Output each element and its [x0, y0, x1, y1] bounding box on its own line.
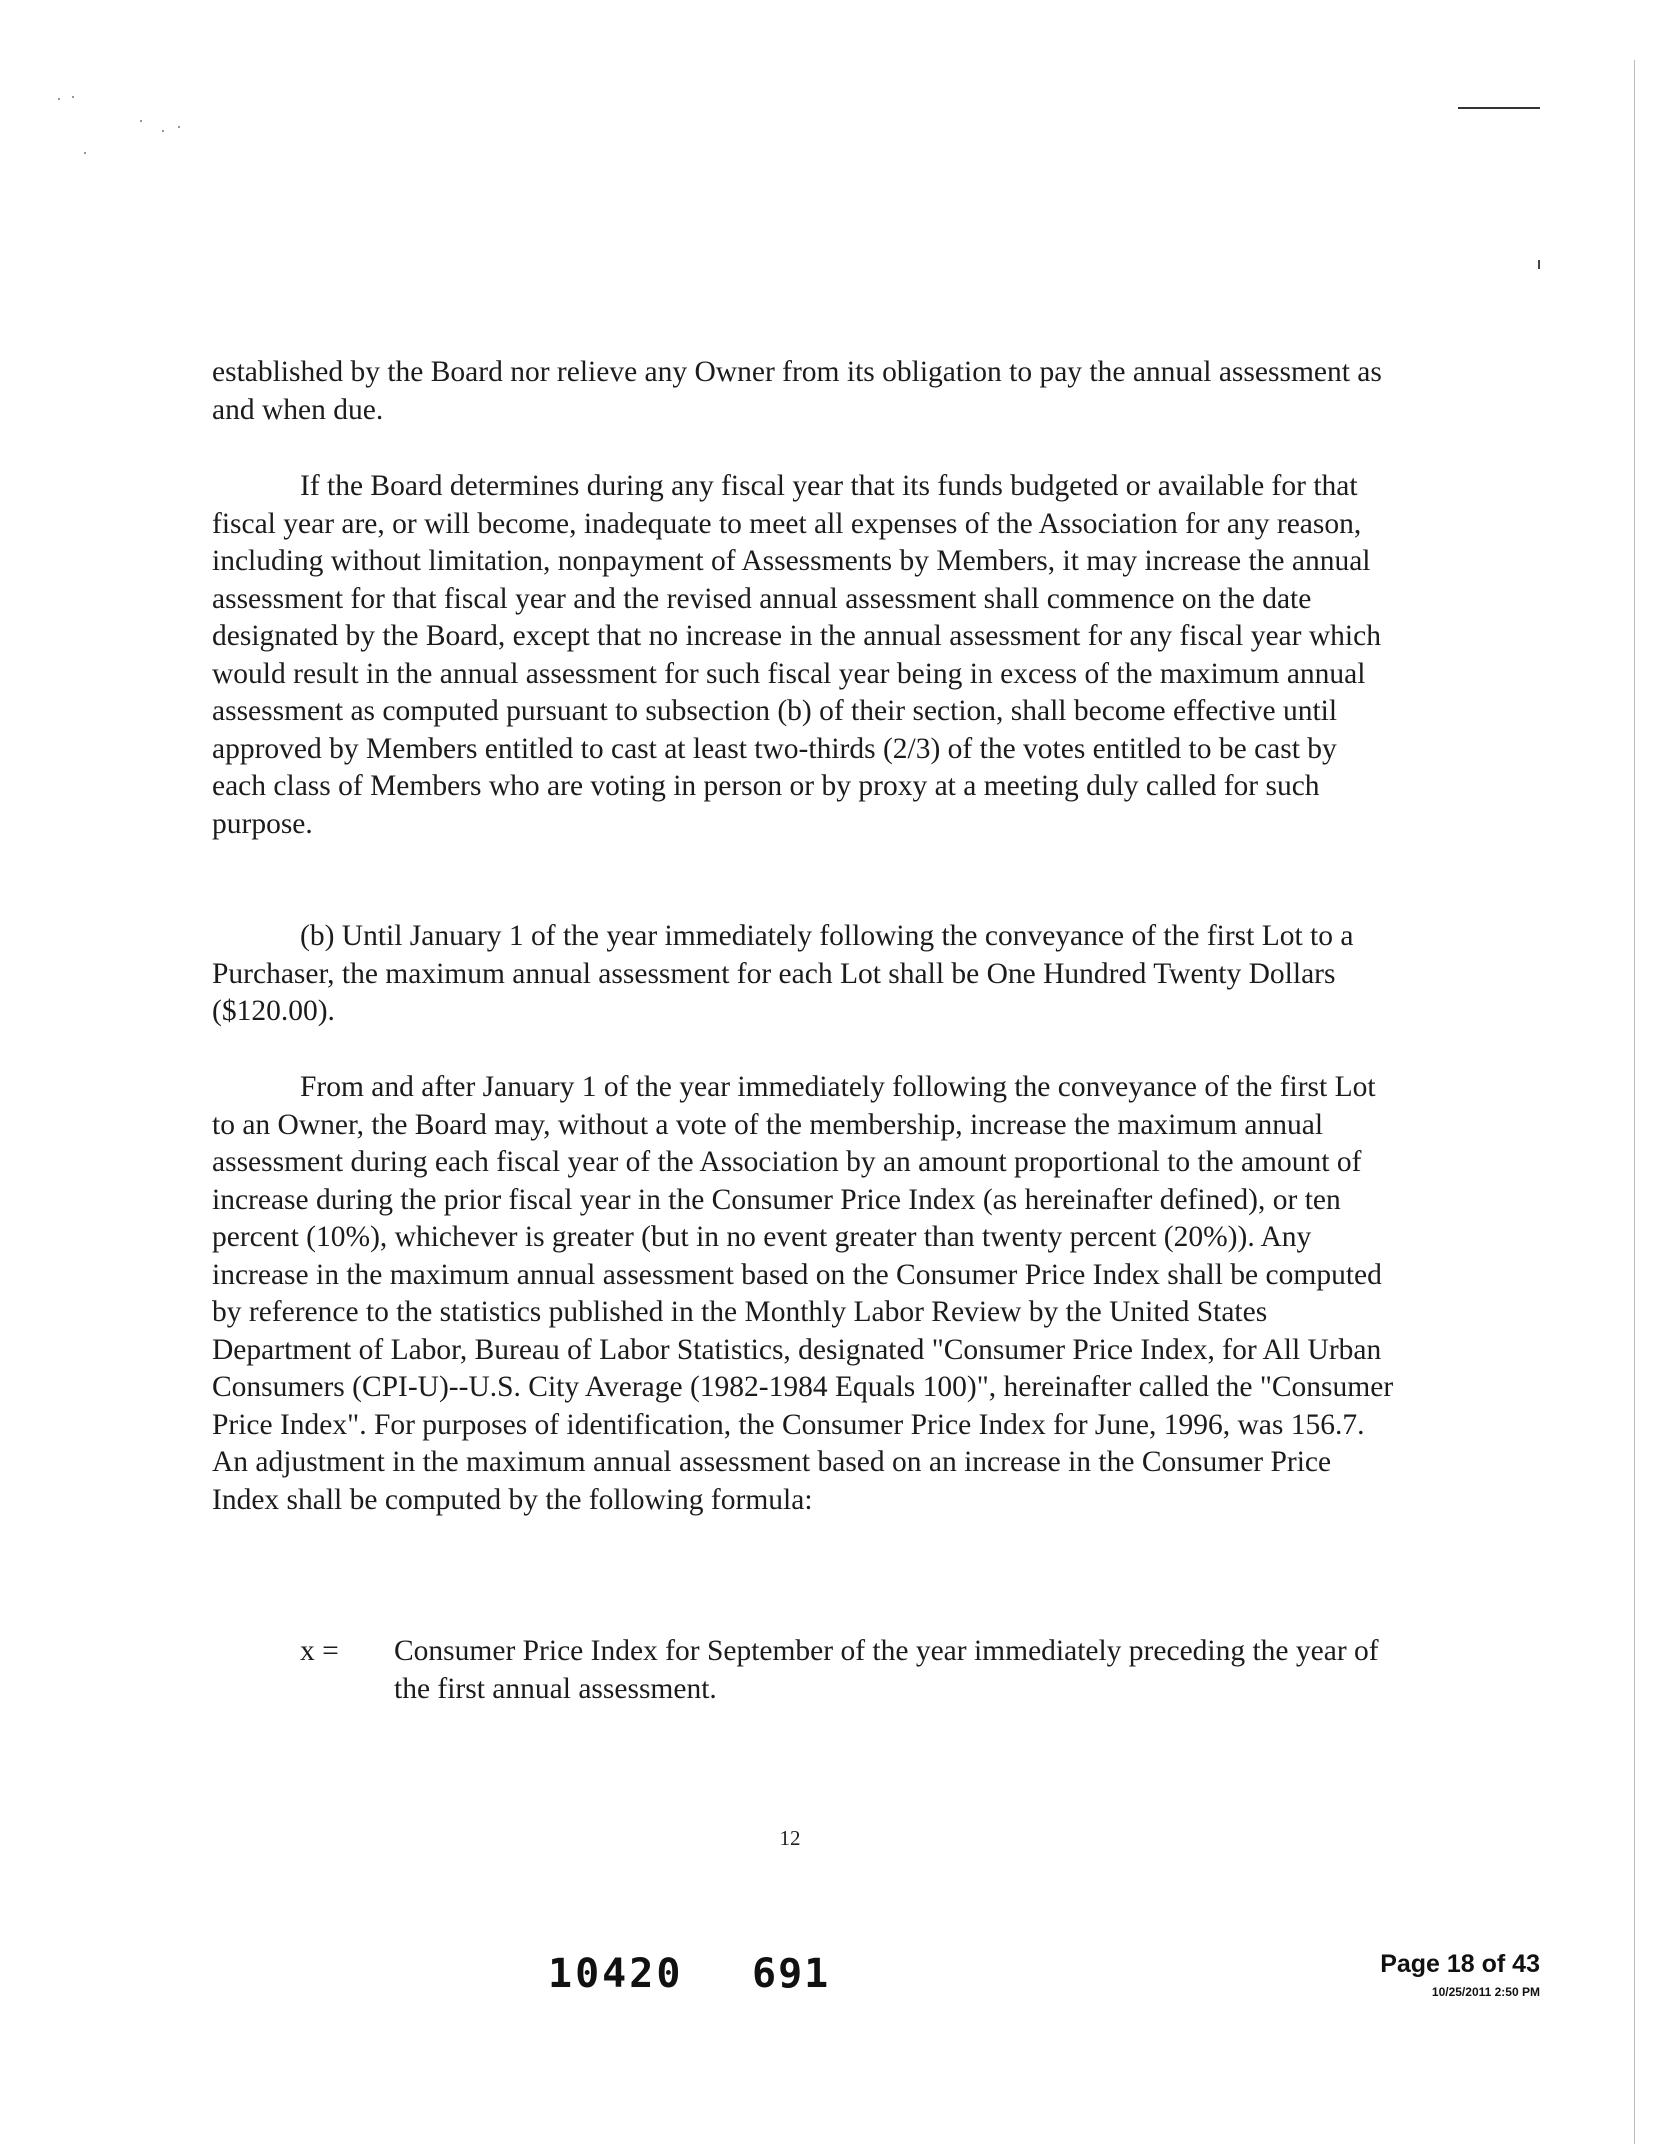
paragraph-cpi-adjustment: From and after January 1 of the year immediately following the conveyance of the first Lot to an Owner, the Board may, without a vote of the membership, increase the maximum annual assessment during each fiscal year of the Association by an amount proportional to the amount of increase during the prior fiscal year in the Consumer Price Index (as hereinafter defined), or ten percent (10%), whichever is greater (but in no event greater than twenty percent (20%)). Any increase in the maximum annual assessment based on the Consumer Price Index shall be computed by reference to the statistics published in the Monthly Labor Review by the United States Department of Labor, Bureau of Labor Statistics, designated "Consumer Price Index, for All Urban Consumers (CPI-U)--U.S. City Average (1982-1984 Equals 100)", hereinafter called the "Consumer Price Index". For purposes of identification, the Consumer Price Index for June, 1996, was 156.7. An adjustment in the maximum annual assessment based on an increase in the Consumer Price Index shall be computed by the following formula:: [212, 1071, 1394, 1516]
scan-speck: [84, 152, 86, 154]
paragraph-maximum-assessment: (b) Until January 1 of the year immediately following the conveyance of the first Lot to a Purchaser, the maximum annual assessment for each Lot shall be One Hundred Twenty Dollars ($120.00).: [212, 920, 1354, 1027]
scan-rule-mark: [1458, 107, 1540, 109]
scan-speck: [58, 98, 60, 100]
scan-speck: [162, 130, 164, 132]
footer-page-count: Page 18 of 43: [1380, 1950, 1540, 1978]
paragraph-continuation: established by the Board nor relieve any Owner from its obligation to pay the annual assessment as and when due.: [212, 356, 1382, 426]
scan-tick-mark: [1538, 260, 1540, 269]
scan-speck: [178, 126, 180, 128]
recording-page-number: 691: [752, 1951, 831, 1997]
scan-page-edge: [1634, 60, 1635, 2144]
formula-variable-definition: Consumer Price Index for September of the year immediately preceding the year of the first annual assessment.: [394, 1635, 1379, 1705]
scan-speck: [72, 96, 74, 98]
formula-definition: [300, 1633, 1400, 1708]
scan-speck: [140, 120, 142, 122]
page-number: 12: [779, 1826, 801, 1850]
footer-page-info: [1380, 1950, 1540, 1999]
formula-variable: x =: [300, 1635, 339, 1667]
footer-timestamp: 10/25/2011 2:50 PM: [1431, 1985, 1540, 1999]
paragraph-board-increase: If the Board determines during any fiscal year that its funds budgeted or available for that fiscal year are, or will become, inadequate to meet all expenses of the Association for any reason, including without limitation, nonpayment of Assessments by Members, it may increase the annual assessment for that fiscal year and the revised annual assessment shall commence on the date designated by the Board, except that no increase in the annual assessment for any fiscal year which would result in the annual assessment for such fiscal year being in excess of the maximum annual assessment as computed pursuant to subsection (b) of their section, shall become effective until approved by Members entitled to cast at least two-thirds (2/3) of the votes entitled to be cast by each class of Members who are voting in person or by proxy at a meeting duly called for such purpose.: [212, 470, 1381, 840]
recording-book-number: 10420: [548, 1951, 684, 1997]
